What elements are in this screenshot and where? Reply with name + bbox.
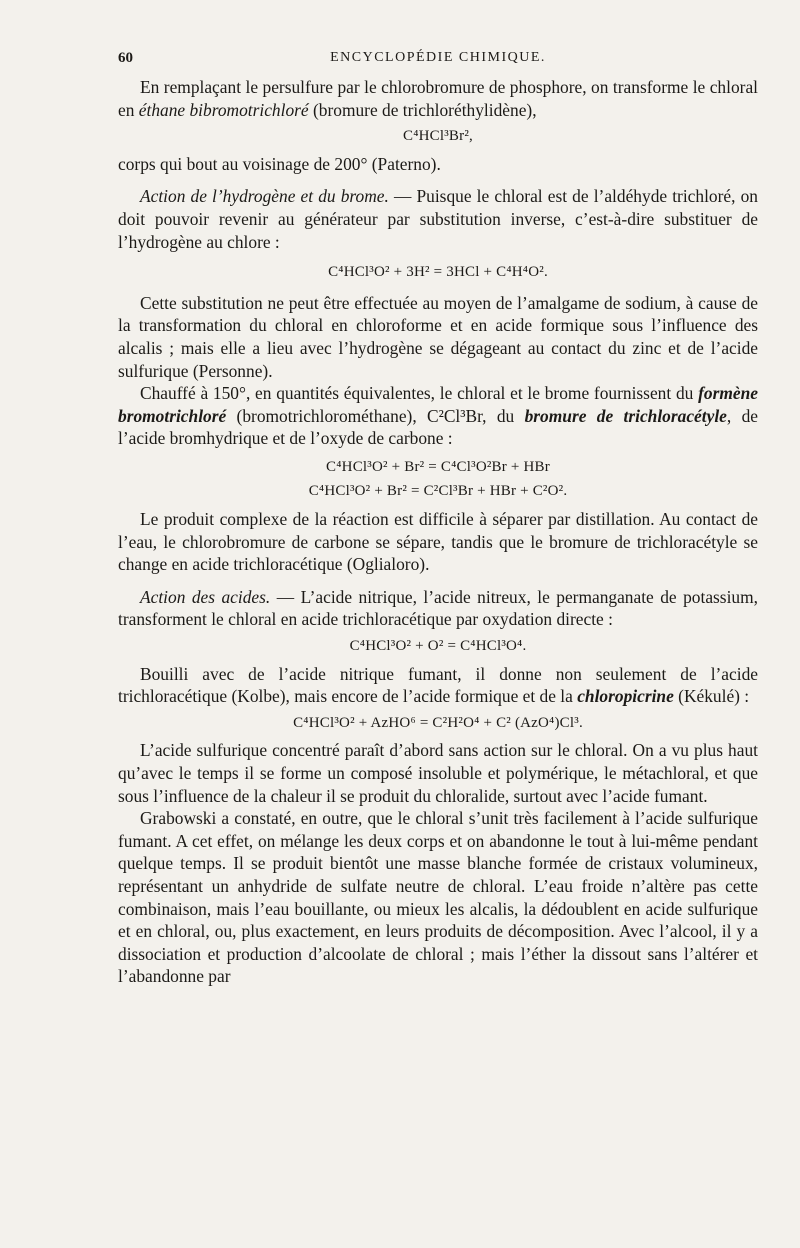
paragraph-8 — [118, 663, 758, 708]
formula-4: C⁴HCl³O² + O² = C⁴HCl³O⁴. — [349, 638, 527, 655]
paragraph-3 — [118, 185, 758, 253]
formula-group-3 — [118, 456, 758, 502]
paragraph-10: Grabowski a constaté, en outre, que le chloral s’unit très facilement à l’acide sulfurique fumant. A cet effet, on mélange les deux corps et on abandonne le tout à lui-même pendant quelque temps. Il se produit bientôt une masse blanche formée de cristaux volumineux, représentant un anhydride de sulfate neutre de chloral. L’eau froide n’altère pas cette combinaison, mais l’eau bouillante, ou mieux les alcalis, la dédoublent en acide sulfurique et en chloral, ou, plus exactement, en leurs produits de décomposition. Avec l’alcool, il y a dissociation et production d’alcoolate de chloral ; mais l’éther la dissout sans l’altérer et l’abandonne par — [118, 808, 758, 987]
section-heading: Action de l’hydrogène et du brome. — [140, 186, 389, 207]
paragraph-9: L’acide sulfurique concentré paraît d’abord sans action sur le chloral. On a vu plus haut qu’avec le temps il se forme un composé insoluble et polymérique, le métachloral, et que sous l’influence de la chaleur il se produit du chloralide, surtout avec l’acide fumant. — [118, 740, 758, 806]
paragraph-7 — [118, 586, 758, 631]
formula-5: C⁴HCl³O² + AzHO⁶ = C²H²O⁴ + C² (AzO⁴)Cl³. — [293, 714, 583, 731]
page-number: 60 — [118, 50, 133, 66]
formula-3a: C⁴HCl³O² + Br² = C⁴Cl³O²Br + HBr — [326, 458, 550, 475]
text-run: , de l’acide bromhydrique et de l’oxyde de carbone : — [118, 405, 758, 449]
paragraph-5 — [118, 382, 758, 450]
compound-name: chloropicrine — [577, 686, 674, 707]
formula-3b: C⁴HCl³O² + Br² = C²Cl³Br + HBr + C²O². — [308, 482, 568, 499]
page-header — [118, 50, 758, 70]
compound-name: formène bromotrichloré — [118, 383, 758, 426]
running-title: ENCYCLOPÉDIE CHIMIQUE. — [330, 50, 546, 65]
text-run: Bouilli avec de l’acide nitrique fumant, il donne non seulement de l’acide trichloracétique (Kolbe), mais encore de l’acide formique et de la — [118, 663, 758, 707]
paragraph-6: Le produit complexe de la réaction est difficile à séparer par distillation. Au contact de l’eau, le chlorobromure de carbone se sépare, tandis que le bromure de trichloracétyle se change en acide trichloracétique (Oglialoro). — [118, 509, 758, 575]
text-run: (Kékulé) : — [673, 686, 750, 707]
text-run: — L’acide nitrique, l’acide nitreux, le permanganate de potassium, transforment le chloral en acide trichloracétique par oxydation directe : — [118, 586, 758, 630]
text-run: (bromure de trichloréthylidène), — [308, 99, 537, 120]
text-run: (bromotrichlorométhane), C²Cl³Br, du — [226, 405, 525, 426]
paragraph-1 — [118, 76, 758, 121]
paragraph-2: corps qui bout au voisinage de 200° (Paterno). — [118, 153, 441, 174]
formula-2: C⁴HCl³O² + 3H² = 3HCl + C⁴H⁴O². — [328, 264, 548, 281]
text-run: En remplaçant le persulfure par le chlorobromure de phosphore, on transforme le chloral en — [118, 77, 758, 120]
text-run: — Puisque le chloral est de l’aldéhyde trichloré, on doit pouvoir revenir au générateur par substitution inverse, c’est-à-dire substituer de l’hydrogène au chlore : — [118, 186, 758, 252]
section-heading: Action des acides. — [140, 586, 271, 607]
formula-1: C⁴HCl³Br², — [403, 128, 473, 145]
page-body — [118, 76, 758, 988]
paragraph-4: Cette substitution ne peut être effectuée au moyen de l’amalgame de sodium, à cause de la transformation du chloral en chloroforme et en acide formique sous l’influence des alcalis ; mais elle a lieu avec l’hydrogène se dégageant au contact du zinc et de l’acide sulfurique (Personne). — [118, 292, 758, 381]
compound-name: bromure de trichloracétyle — [524, 405, 727, 426]
compound-name: éthane bibromotrichloré — [138, 99, 309, 120]
text-run: Chauffé à 150°, en quantités équivalentes, le chloral et le brome fournissent du — [140, 383, 699, 404]
